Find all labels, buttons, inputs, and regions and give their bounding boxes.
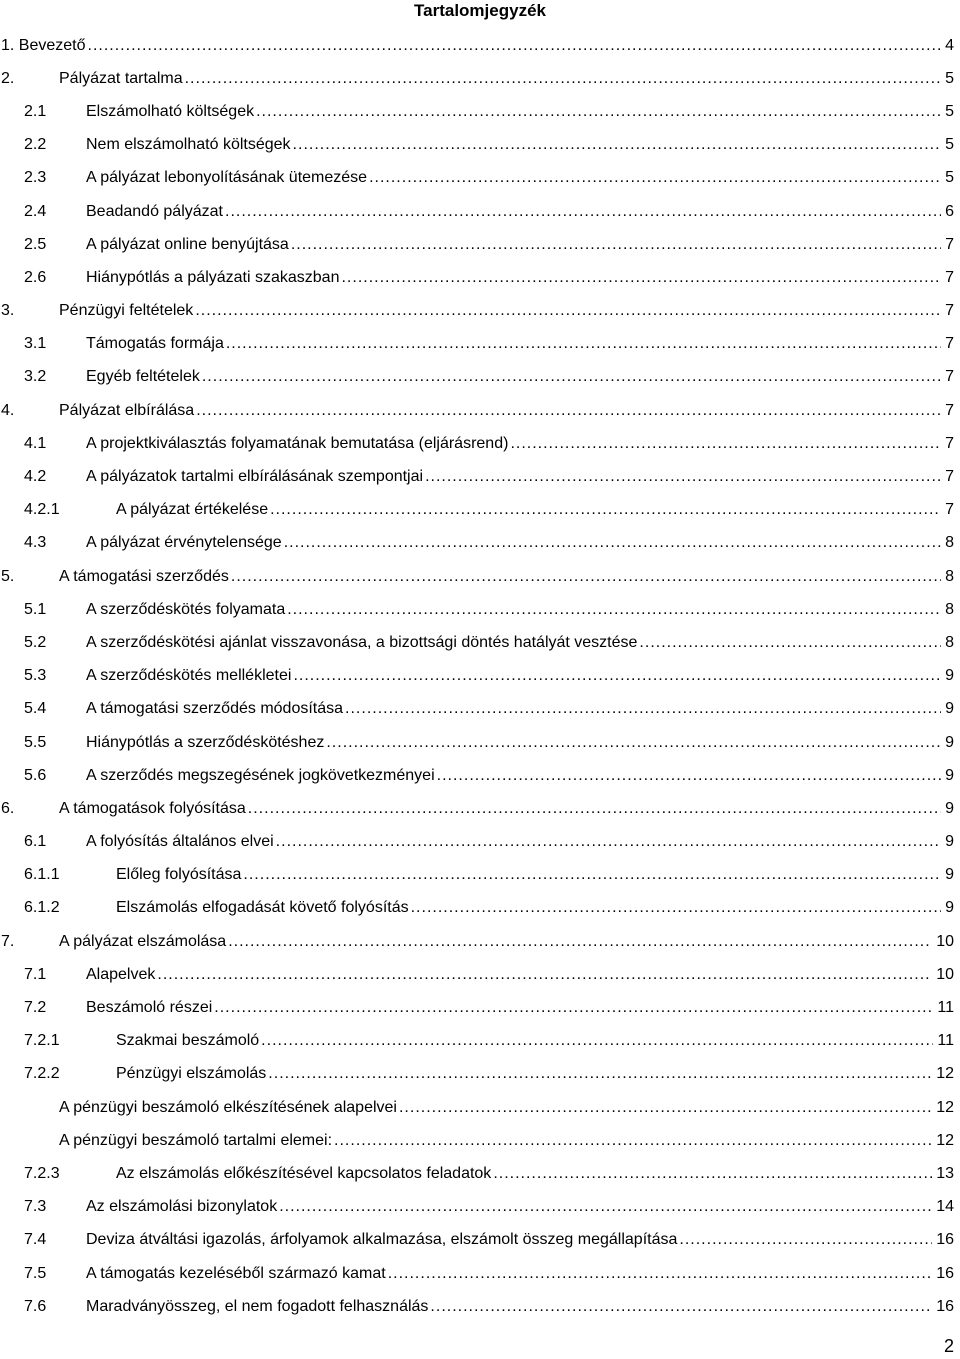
toc-entry[interactable] <box>0 195 960 228</box>
toc-entry[interactable] <box>0 261 960 294</box>
toc-leader-dots <box>388 1264 933 1284</box>
toc-leader-dots <box>157 965 932 985</box>
toc-entry[interactable] <box>0 626 960 659</box>
toc-entry-number: 2.3 <box>24 169 47 187</box>
toc-entry-text: A szerződéskötés folyamata <box>86 600 286 618</box>
toc-title: Tartalomjegyzék <box>414 1 546 20</box>
toc-leader-dots <box>88 36 942 56</box>
toc-entry-body <box>59 1098 954 1118</box>
toc-leader-dots <box>185 69 941 89</box>
toc-entry-page: 7 <box>945 401 954 419</box>
toc-entry-number: 5.6 <box>24 766 47 784</box>
toc-entry-page: 7 <box>945 501 954 519</box>
toc-entry[interactable] <box>0 328 960 361</box>
toc-entry-number: 7.5 <box>24 1264 47 1282</box>
toc-entry[interactable] <box>0 991 960 1024</box>
toc-leader-dots <box>243 865 941 885</box>
toc-entry[interactable] <box>0 693 960 726</box>
toc-entry-text: A pályázat online benyújtása <box>86 235 289 253</box>
toc-leader-dots <box>225 202 941 222</box>
toc-entry-page: 5 <box>945 69 954 87</box>
toc-entry-body <box>86 135 954 155</box>
toc-entry[interactable] <box>0 759 960 792</box>
toc-entry-number: 3.2 <box>24 368 47 386</box>
toc-entry[interactable] <box>0 1290 960 1323</box>
toc-entry-body <box>59 799 954 819</box>
toc-entry-page: 9 <box>945 766 954 784</box>
toc-entry-text: A támogatások folyósítása <box>59 799 246 817</box>
toc-leader-dots <box>425 467 941 487</box>
toc-entry-page: 6 <box>945 202 954 220</box>
toc-leader-dots <box>399 1098 932 1118</box>
toc-entry-page: 7 <box>945 434 954 452</box>
page-number: 2 <box>943 1336 954 1356</box>
toc-entry-number: 7.2.2 <box>24 1065 60 1083</box>
toc-entry-number: 3.1 <box>24 335 47 353</box>
toc-entry-number: 2. <box>1 69 15 87</box>
toc-entry-body <box>86 965 954 985</box>
toc-leader-dots <box>293 135 942 155</box>
toc-entry-body <box>116 1064 954 1084</box>
toc-entry-page: 9 <box>945 899 954 917</box>
toc-entry-page: 10 <box>936 932 954 950</box>
toc-entry-text: Pénzügyi feltételek <box>59 302 194 320</box>
toc-entry-page: 5 <box>945 169 954 187</box>
toc-entry-text: A támogatási szerződés módosítása <box>86 700 344 718</box>
toc-entry-page: 5 <box>945 102 954 120</box>
toc-entry-page: 10 <box>936 965 954 983</box>
toc-entry-body <box>86 168 954 188</box>
toc-entry-body <box>86 1264 954 1284</box>
toc-entry-text: A támogatás kezeléséből származó kamat <box>86 1264 386 1282</box>
toc-entry-body <box>86 268 954 288</box>
toc-entry[interactable] <box>0 295 960 328</box>
toc-entry-page: 7 <box>945 235 954 253</box>
toc-entry[interactable] <box>0 1091 960 1124</box>
toc-leader-dots <box>279 1197 932 1217</box>
toc-entry-number: 5.3 <box>24 667 47 685</box>
toc-entry-text: A pályázat érvénytelensége <box>86 534 282 552</box>
toc-entry-page: 8 <box>945 633 954 651</box>
toc-entry-number: 4.3 <box>24 534 47 552</box>
toc-entry-page: 12 <box>936 1098 954 1116</box>
toc-entry-body <box>116 865 954 885</box>
toc-entry-page: 14 <box>936 1198 954 1216</box>
toc-entry[interactable] <box>0 1058 960 1091</box>
toc-entry-text: Támogatás formája <box>86 335 224 353</box>
toc-leader-dots <box>411 898 941 918</box>
toc-entry-number: 6.1.1 <box>24 866 60 884</box>
toc-list <box>0 29 960 1323</box>
toc-leader-dots <box>510 434 941 454</box>
toc-entry[interactable] <box>0 427 960 460</box>
toc-entry-text: A szerződés megszegésének jogkövetkezményei <box>86 766 435 784</box>
toc-entry-text: A pályázat értékelése <box>116 501 269 519</box>
toc-entry-number: 2.2 <box>24 136 47 154</box>
toc-entry-page: 11 <box>937 999 954 1017</box>
toc-entry-body <box>86 699 954 719</box>
toc-entry[interactable] <box>0 1025 960 1058</box>
toc-entry-page: 13 <box>936 1164 954 1182</box>
toc-entry-number: 7.2.3 <box>24 1164 60 1182</box>
toc-entry-page: 9 <box>945 799 954 817</box>
toc-entry[interactable] <box>0 925 960 958</box>
toc-leader-dots <box>345 699 941 719</box>
toc-leader-dots <box>195 301 941 321</box>
toc-entry-body <box>59 1131 954 1151</box>
toc-entry-number: 7.4 <box>24 1231 47 1249</box>
toc-entry-text: A pályázat lebonyolításának ütemezése <box>86 169 368 187</box>
toc-entry-page: 11 <box>937 1032 954 1050</box>
toc-entry-number: 2.6 <box>24 268 47 286</box>
toc-entry-body <box>86 533 954 553</box>
toc-entry-page: 12 <box>936 1065 954 1083</box>
toc-entry-body <box>59 567 954 587</box>
toc-entry-number: 6.1 <box>24 833 47 851</box>
toc-leader-dots <box>196 401 941 421</box>
toc-leader-dots <box>276 832 941 852</box>
toc-leader-dots <box>326 733 941 753</box>
toc-entry-body <box>86 467 954 487</box>
toc-entry[interactable] <box>0 95 960 128</box>
toc-entry-page: 16 <box>936 1297 954 1315</box>
toc-entry-text: A pályázat elszámolása <box>59 932 227 950</box>
toc-leader-dots <box>493 1164 932 1184</box>
toc-entry[interactable] <box>0 460 960 493</box>
toc-leader-dots <box>226 334 941 354</box>
toc-entry-text: Pályázat elbírálása <box>59 401 195 419</box>
toc-entry-number: 7.1 <box>24 965 47 983</box>
toc-leader-dots <box>287 600 941 620</box>
toc-entry-page: 9 <box>945 733 954 751</box>
toc-entry-body <box>86 733 954 753</box>
toc-leader-dots <box>268 1064 932 1084</box>
toc-leader-dots <box>341 268 941 288</box>
toc-leader-dots <box>202 367 941 387</box>
toc-entry[interactable] <box>0 527 960 560</box>
toc-leader-dots <box>231 567 941 587</box>
toc-entry-number: 5.2 <box>24 633 47 651</box>
toc-entry-text: Az elszámolás előkészítésével kapcsolatos feladatok <box>116 1164 492 1182</box>
toc-entry-body <box>86 998 954 1018</box>
toc-entry-page: 4 <box>945 36 954 54</box>
toc-entry-text: A szerződéskötési ajánlat visszavonása, a bizottsági döntés hatályát vesztése <box>86 633 638 651</box>
toc-entry[interactable] <box>0 958 960 991</box>
toc-entry-body <box>59 932 954 952</box>
toc-entry[interactable] <box>0 560 960 593</box>
toc-entry[interactable] <box>0 726 960 759</box>
toc-entry-number: 4. <box>1 401 15 419</box>
toc-entry-number: 2.1 <box>24 102 47 120</box>
toc-leader-dots <box>430 1297 932 1317</box>
toc-entry-text: Elszámolás elfogadását követő folyósítás <box>116 899 409 917</box>
toc-entry-page: 12 <box>936 1131 954 1149</box>
toc-entry-number: 4.2.1 <box>24 501 60 519</box>
toc-entry-page: 8 <box>945 534 954 552</box>
toc-entry-text: Beadandó pályázat <box>86 202 223 220</box>
toc-entry-number: 6. <box>1 799 15 817</box>
toc-leader-dots <box>293 666 941 686</box>
toc-entry-body <box>86 334 954 354</box>
toc-entry-number: 7. <box>1 932 15 950</box>
toc-entry-body <box>116 500 954 520</box>
toc-entry-text: A projektkiválasztás folyamatának bemutatása (eljárásrend) <box>86 434 509 452</box>
toc-entry-body <box>86 832 954 852</box>
toc-entry[interactable] <box>0 494 960 527</box>
toc-entry-page: 8 <box>945 567 954 585</box>
toc-entry[interactable] <box>0 593 960 626</box>
toc-entry-body <box>86 666 954 686</box>
toc-entry-page: 7 <box>945 268 954 286</box>
toc-entry-body <box>86 102 954 122</box>
toc-entry-body <box>59 301 954 321</box>
toc-entry-body <box>59 69 954 89</box>
toc-entry-body <box>86 766 954 786</box>
toc-entry-number: 3. <box>1 302 15 320</box>
toc-entry-text: A szerződéskötés mellékletei <box>86 667 292 685</box>
toc-entry-text: Beszámoló részei <box>86 999 213 1017</box>
toc-entry-number: 7.2.1 <box>24 1032 60 1050</box>
toc-entry-body <box>86 367 954 387</box>
toc-entry-body <box>86 1197 954 1217</box>
toc-entry-text: Maradványösszeg, el nem fogadott felhasználás <box>86 1297 429 1315</box>
toc-leader-dots <box>369 168 941 188</box>
toc-entry-text: Pénzügyi elszámolás <box>116 1065 267 1083</box>
toc-entry-body <box>116 1164 954 1184</box>
toc-entry[interactable] <box>0 62 960 95</box>
toc-entry-body <box>86 1297 954 1317</box>
toc-leader-dots <box>679 1230 932 1250</box>
toc-entry-text: A folyósítás általános elvei <box>86 833 274 851</box>
toc-entry-page: 7 <box>945 468 954 486</box>
toc-entry-body <box>59 401 954 421</box>
toc-leader-dots <box>256 102 941 122</box>
toc-entry-body <box>86 235 954 255</box>
toc-entry-number: 5. <box>1 567 15 585</box>
toc-entry[interactable] <box>0 1157 960 1190</box>
toc-leader-dots <box>639 633 941 653</box>
toc-entry[interactable] <box>0 826 960 859</box>
toc-entry-page: 5 <box>945 136 954 154</box>
toc-leader-dots <box>248 799 941 819</box>
toc-entry-text: Egyéb feltételek <box>86 368 200 386</box>
toc-entry-text: Előleg folyósítása <box>116 866 242 884</box>
toc-entry[interactable] <box>0 792 960 825</box>
toc-entry-body <box>86 633 954 653</box>
toc-entry-body <box>1 36 954 56</box>
toc-entry-text: Hiánypótlás a pályázati szakaszban <box>86 268 340 286</box>
toc-entry-body <box>86 202 954 222</box>
toc-entry-number: 5.5 <box>24 733 47 751</box>
toc-entry-number: 2.4 <box>24 202 47 220</box>
toc-leader-dots <box>228 932 932 952</box>
toc-entry-number: 7.2 <box>24 999 47 1017</box>
toc-entry-body <box>86 600 954 620</box>
toc-entry-text: Nem elszámolható költségek <box>86 136 291 154</box>
toc-entry[interactable] <box>0 660 960 693</box>
toc-leader-dots <box>437 766 941 786</box>
toc-entry-number: 4.2 <box>24 468 47 486</box>
toc-entry-page: 7 <box>945 335 954 353</box>
toc-entry-number: 7.6 <box>24 1297 47 1315</box>
toc-leader-dots <box>214 998 933 1018</box>
toc-entry-body <box>86 1230 954 1250</box>
toc-entry[interactable] <box>0 1124 960 1157</box>
toc-entry-number: 2.5 <box>24 235 47 253</box>
toc-entry-body <box>86 434 954 454</box>
toc-entry[interactable] <box>0 162 960 195</box>
toc-entry[interactable] <box>0 129 960 162</box>
toc-entry[interactable] <box>0 1257 960 1290</box>
toc-entry-page: 16 <box>936 1264 954 1282</box>
toc-entry-number: 7.3 <box>24 1198 47 1216</box>
toc-entry-body <box>116 1031 954 1051</box>
toc-entry-page: 9 <box>945 667 954 685</box>
toc-entry-text: A pályázatok tartalmi elbírálásának szempontjai <box>86 468 424 486</box>
toc-entry-number: 5.1 <box>24 600 47 618</box>
toc-entry[interactable] <box>0 1191 960 1224</box>
toc-entry-text: Elszámolható költségek <box>86 102 255 120</box>
toc-entry-page: 9 <box>945 833 954 851</box>
toc-entry-text: Az elszámolási bizonylatok <box>86 1198 278 1216</box>
toc-entry-number: 6.1.2 <box>24 899 60 917</box>
toc-entry-text: Hiánypótlás a szerződéskötéshez <box>86 733 325 751</box>
toc-entry-page: 7 <box>945 368 954 386</box>
toc-entry[interactable] <box>0 29 960 62</box>
toc-leader-dots <box>291 235 941 255</box>
toc-entry-text: Pályázat tartalma <box>59 69 183 87</box>
toc-entry-text: 1. Bevezető <box>1 36 86 54</box>
toc-entry-text: Szakmai beszámoló <box>116 1032 260 1050</box>
toc-leader-dots <box>270 500 941 520</box>
toc-entry[interactable] <box>0 892 960 925</box>
toc-entry-page: 9 <box>945 700 954 718</box>
toc-leader-dots <box>284 533 941 553</box>
toc-entry[interactable] <box>0 859 960 892</box>
toc-entry-body <box>116 898 954 918</box>
toc-entry-text: A pénzügyi beszámoló elkészítésének alapelvei <box>59 1098 397 1116</box>
toc-entry-text: Deviza átváltási igazolás, árfolyamok alkalmazása, elszámolt összeg megállapítása <box>86 1231 678 1249</box>
toc-leader-dots <box>261 1031 933 1051</box>
toc-entry[interactable] <box>0 394 960 427</box>
toc-entry-number: 4.1 <box>24 434 47 452</box>
toc-entry-page: 16 <box>936 1231 954 1249</box>
toc-entry[interactable] <box>0 228 960 261</box>
toc-leader-dots <box>334 1131 932 1151</box>
toc-entry-text: A pénzügyi beszámoló tartalmi elemei: <box>59 1131 333 1149</box>
toc-entry[interactable] <box>0 1224 960 1257</box>
toc-entry-page: 7 <box>945 302 954 320</box>
toc-entry-page: 8 <box>945 600 954 618</box>
toc-entry-text: A támogatási szerződés <box>59 567 229 585</box>
toc-entry[interactable] <box>0 361 960 394</box>
toc-entry-number: 5.4 <box>24 700 47 718</box>
toc-entry-page: 9 <box>945 866 954 884</box>
toc-entry-text: Alapelvek <box>86 965 156 983</box>
